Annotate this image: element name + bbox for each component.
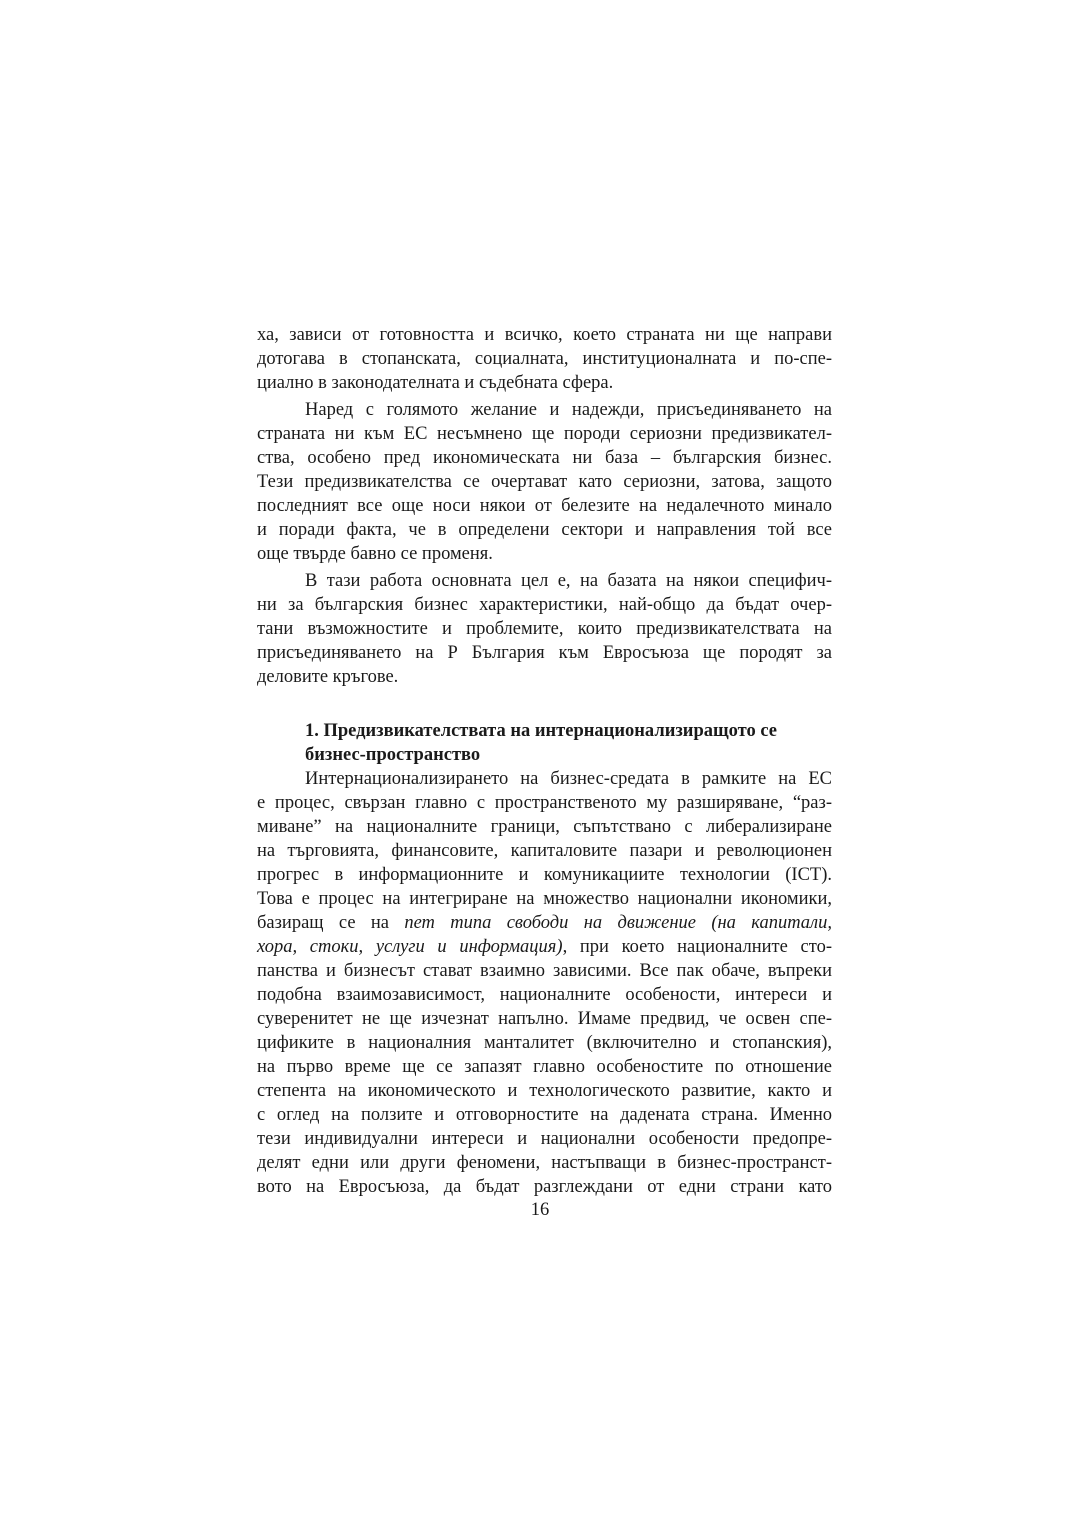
text-line: Наред с голямото желание и надежди, присъединяването на — [305, 400, 832, 420]
text-line: дотогава в стопанската, социалната, институционалната и по-спе- — [257, 349, 832, 369]
text-line: още твърде бавно се променя. — [257, 544, 493, 564]
text-line: Това е процес на интегриране на множество национални икономики, — [257, 889, 832, 909]
text-line: присъединяването на Р България към Евросъюза ще породят за — [257, 643, 832, 663]
section-heading — [257, 719, 832, 767]
text-line: Интернационализирането на бизнес-средата в рамките на ЕС — [305, 769, 832, 789]
text-run: базиращ се на — [257, 913, 405, 933]
text-line: ха, зависи от готовността и всичко, което страната ни ще направи — [257, 325, 832, 345]
text-line: подобна взаимозависимост, националните особености, интереси и — [257, 985, 832, 1005]
text-line: В тази работа основната цел е, на базата на някои специфич- — [305, 571, 832, 591]
text-run: , при което националните сто- — [562, 937, 832, 957]
text-line: делят едни или други феномени, настъпващи в бизнес-пространст- — [257, 1153, 832, 1173]
text-line: последният все още носи някои от белезите на недалечното минало — [257, 496, 832, 516]
text-line: ни за българския бизнес характеристики, най-общо да бъдат очер- — [257, 595, 832, 615]
paragraph-1 — [257, 323, 832, 395]
paragraph-2 — [257, 398, 832, 566]
page-number: 16 — [530, 1200, 550, 1220]
paragraph-4 — [257, 767, 832, 1199]
text-line: на търговията, финансовите, капиталовите пазари и революционен — [257, 841, 832, 861]
text-line: страната ни към ЕС несъмнено ще породи сериозни предизвикател- — [257, 424, 832, 444]
text-line: деловите кръгове. — [257, 667, 399, 687]
text-line: с оглед на ползите и отговорностите на дадената страна. Именно — [257, 1105, 832, 1125]
emphasis-text: пет типа свободи на движение (на капитали, — [404, 913, 832, 933]
text-line-mixed — [257, 911, 832, 935]
text-line: миване” на националните граници, съпътствано с либерализиране — [257, 817, 832, 837]
text-line: циално в законодателната и съдебната сфера. — [257, 373, 614, 393]
body-text — [257, 323, 832, 1199]
text-line-mixed — [257, 935, 832, 959]
text-line: Тези предизвикателства се очертават като сериозни, затова, защото — [257, 472, 832, 492]
paragraph-3 — [257, 569, 832, 689]
heading-line: 1. Предизвикателствата на интернационализиращото се — [305, 721, 777, 741]
text-line: прогрес в информационните и комуникациите технологии (ICT). — [257, 865, 832, 885]
text-line: ства, особено пред икономическата ни база – българския бизнес. — [257, 448, 832, 468]
emphasis-text: хора, стоки, услуги и информация) — [257, 937, 563, 957]
text-line: цификите в националния манталитет (включително и стопанския), — [257, 1033, 832, 1053]
text-line: суверенитет не ще изчезнат напълно. Имаме предвид, че освен спе- — [257, 1009, 832, 1029]
text-line: тези индивидуални интереси и национални особености предопре- — [257, 1129, 832, 1149]
text-line: и поради факта, че в определени сектори и направления той все — [257, 520, 832, 540]
text-line: е процес, свързан главно с пространственото му разширяване, “раз- — [257, 793, 832, 813]
heading-line: бизнес-пространство — [305, 745, 481, 765]
text-line: тани възможностите и проблемите, които предизвикателствата на — [257, 619, 832, 639]
text-line: на първо време ще се запазят главно особеностите по отношение — [257, 1057, 832, 1077]
text-line: вото на Евросъюза, да бъдат разглеждани от едни страни като — [257, 1177, 832, 1197]
text-line: степента на икономическото и технологическото развитие, както и — [257, 1081, 832, 1101]
text-line: панства и бизнесът стават взаимно зависими. Все пак обаче, въпреки — [257, 961, 832, 981]
